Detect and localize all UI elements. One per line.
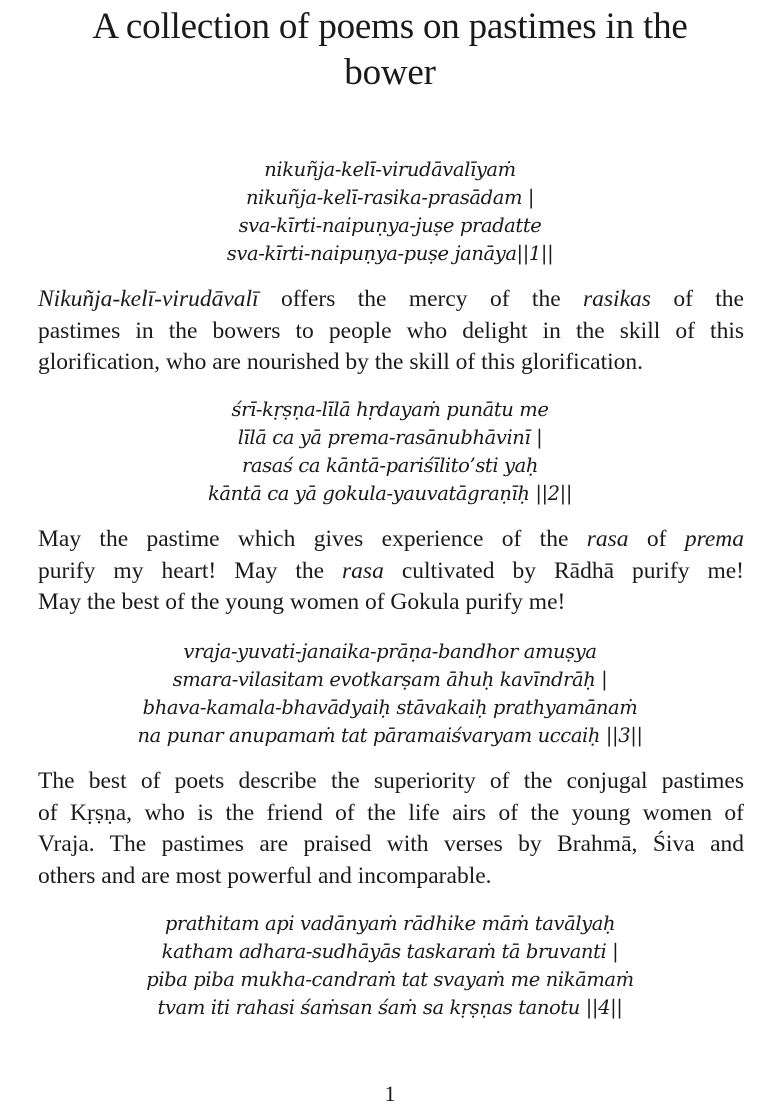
- text-run: Vraja. The pastimes are praised with verses by Brahmā, Śiva and: [38, 831, 744, 857]
- verse-line: na punar anupamaṁ tat pāramaiśvaryam uccaiḥ ||3||: [137, 724, 643, 747]
- verse-line: līlā ca yā prema-rasānubhāvinī |: [237, 426, 543, 449]
- text-run: offers the mercy of the: [258, 286, 584, 312]
- page-title-line-1: A collection of poems on pastimes in the: [92, 6, 688, 47]
- translation-line: [38, 829, 744, 861]
- verse-line: piba piba mukha-candraṁ tat svayaṁ me nikāmaṁ: [146, 968, 634, 991]
- verse-line: śrī-kṛṣṇa-līlā hṛdayaṁ punātu me: [231, 398, 549, 421]
- verse-line: sva-kīrti-naipuṇya-puṣe janāya||1||: [226, 242, 554, 265]
- text-run: cultivated by Rādhā purify me!: [383, 557, 744, 584]
- verse-line: rasaś ca kāntā-pariśīlito’sti yaḥ: [241, 454, 539, 477]
- text-run: others and are most powerful and incomparable.: [38, 862, 492, 889]
- verse-line: katham adhara-sudhāyās taskaraṁ tā bruvanti |: [161, 940, 619, 963]
- translation-line: [38, 556, 744, 588]
- text-run: glorification, who are nourished by the skill of this glorification.: [38, 349, 643, 375]
- italic-term: Nikuñja-kelī-virudāvalī: [38, 286, 259, 312]
- page-title-line-2: bower: [344, 52, 436, 93]
- translation-line: [38, 347, 744, 379]
- verse-line: nikuñja-kelī-virudāvalīyaṁ: [264, 158, 516, 181]
- translation-line: [38, 798, 744, 830]
- translation-line: [38, 316, 744, 348]
- translation-line: [38, 284, 744, 316]
- translation-3: [38, 766, 744, 892]
- text-run: of the: [650, 286, 744, 312]
- italic-term: rasa: [342, 557, 384, 584]
- verse-line: vraja-yuvati-janaika-prāṇa-bandhor amuṣya: [183, 640, 597, 663]
- verse-line: tvam iti rahasi śaṁsan śaṁ sa kṛṣṇas tanotu ||4||: [157, 996, 623, 1019]
- verse-line: smara-vilasitam evotkarṣam āhuḥ kavīndrāḥ |: [172, 668, 608, 691]
- verse-4: [0, 910, 780, 1022]
- translation-line: [38, 587, 744, 619]
- verse-line: sva-kīrti-naipuṇya-juṣe pradatte: [238, 214, 542, 237]
- text-run: of Kṛṣṇa, who is the friend of the life airs of the young women of: [38, 799, 744, 826]
- verse-line: kāntā ca yā gokula-yauvatāgraṇīḥ ||2||: [207, 482, 573, 505]
- verse-line: prathitam api vadānyaṁ rādhike māṁ tavālyaḥ: [164, 912, 616, 935]
- translation-line: [38, 861, 744, 893]
- translation-line: [38, 524, 744, 556]
- italic-term: prema: [684, 526, 744, 552]
- text-run: purify my heart! May the: [38, 557, 343, 584]
- text-run: May the best of the young women of Gokula purify me!: [38, 589, 566, 615]
- verse-1: [0, 156, 780, 268]
- verse-line: nikuñja-kelī-rasika-prasādam |: [245, 186, 535, 209]
- verse-line: bhava-kamala-bhavādyaiḥ stāvakaiḥ prathyamānaṁ: [142, 696, 638, 719]
- text-run: pastimes in the bowers to people who delight in the skill of this: [38, 317, 744, 344]
- italic-term: rasikas: [583, 286, 651, 312]
- translation-2: [38, 524, 744, 619]
- page-number: 1: [384, 1081, 396, 1106]
- translation-1: [38, 284, 744, 379]
- page-title: [0, 4, 780, 96]
- italic-term: rasa: [586, 526, 629, 552]
- verse-3: [0, 638, 780, 750]
- text-run: May the pastime which gives experience of the: [38, 526, 587, 552]
- text-run: The best of poets describe the superiority of the conjugal pastimes: [38, 768, 744, 794]
- translation-line: [38, 766, 744, 798]
- text-run: of: [628, 526, 685, 552]
- verse-2: [0, 396, 780, 508]
